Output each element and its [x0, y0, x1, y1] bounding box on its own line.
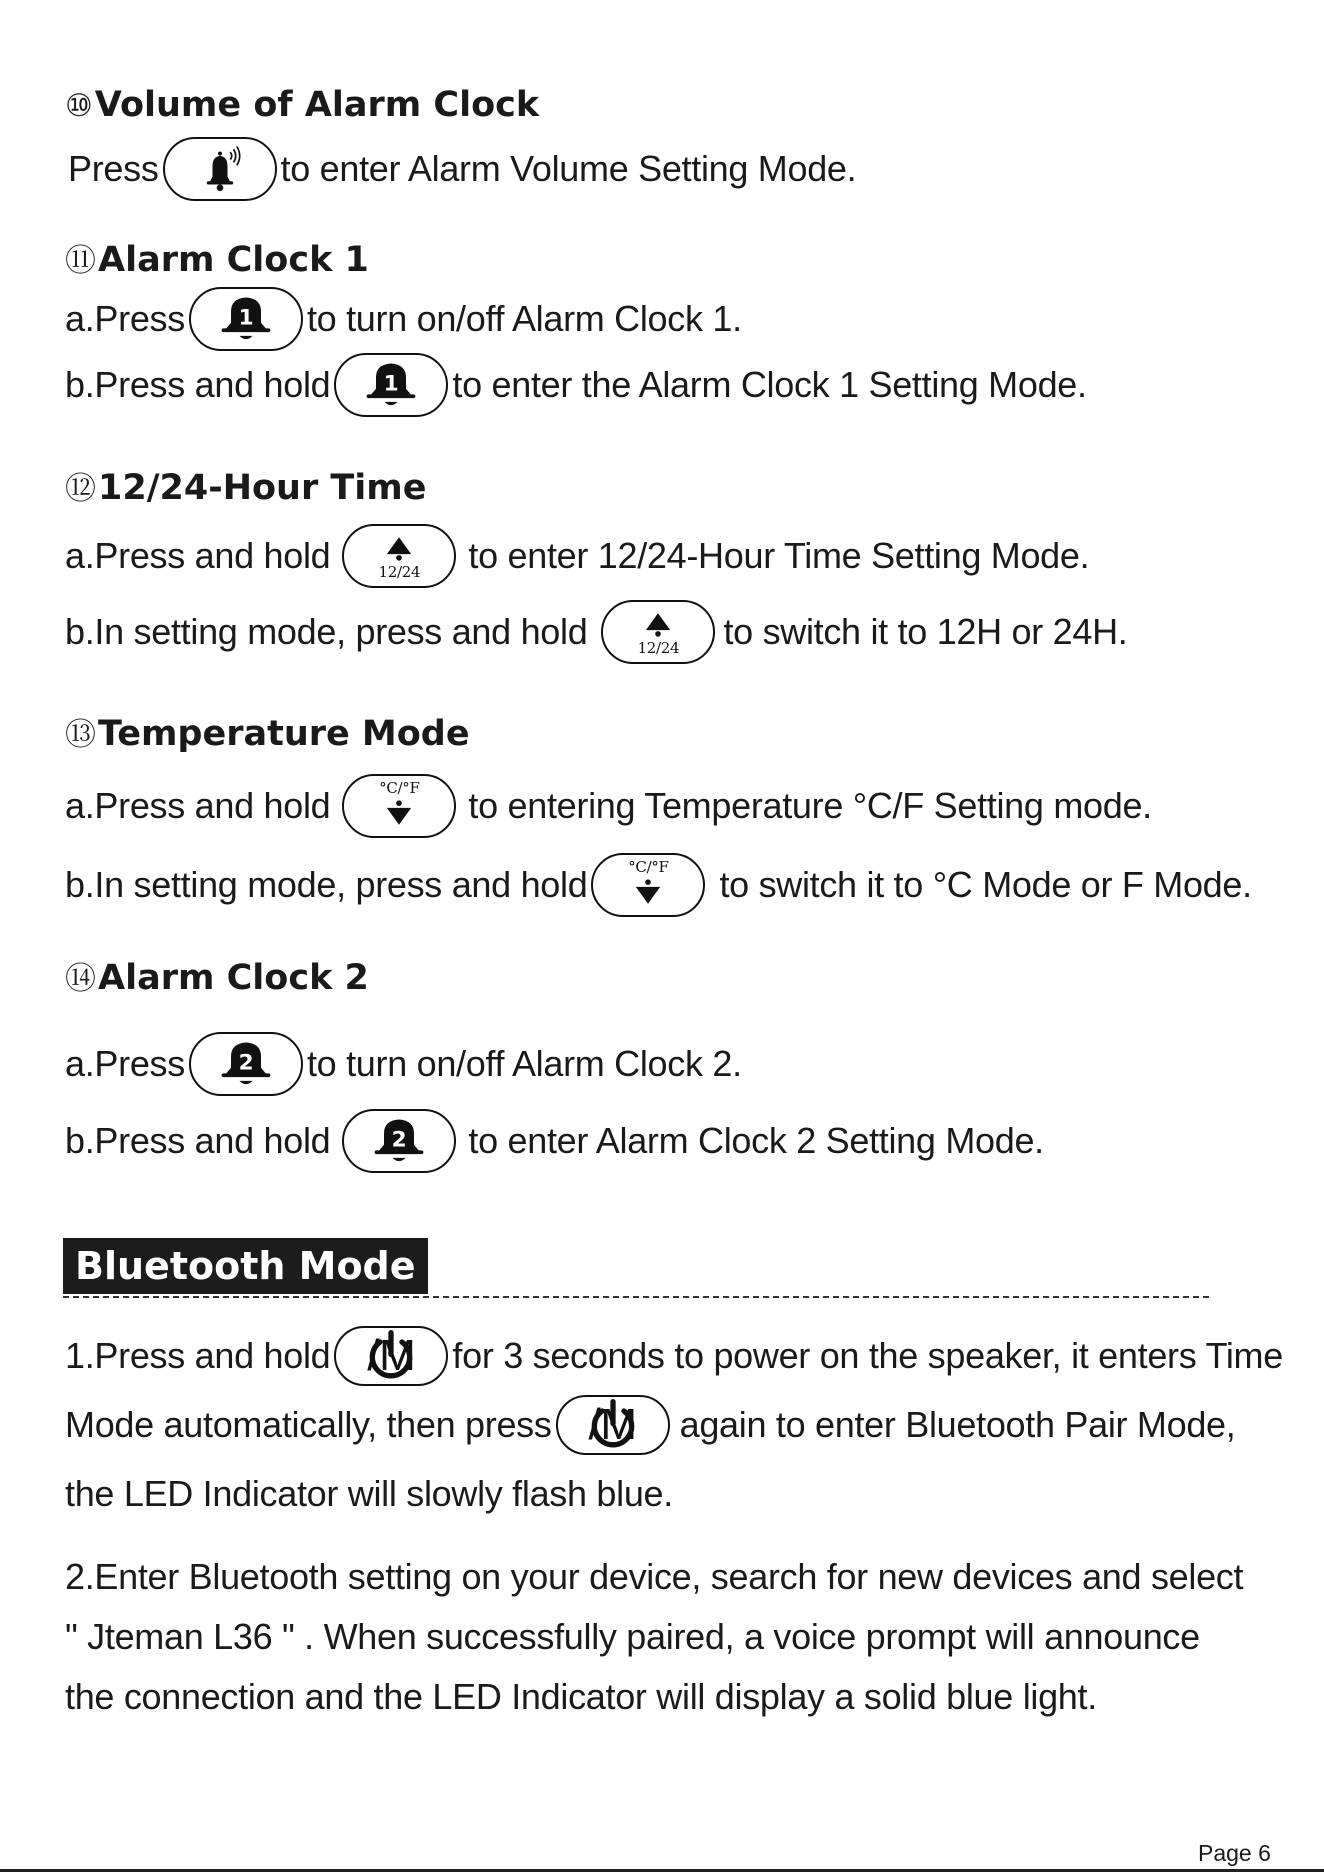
down-triangle-icon: [593, 855, 703, 915]
section-heading-temperature: [65, 713, 470, 756]
instruction-line: [65, 597, 1128, 667]
instruction-text: to entering Temperature °C/F Setting mode.: [468, 785, 1152, 826]
instruction-text: to turn on/off Alarm Clock 2.: [306, 1043, 742, 1084]
hour-format-button: [601, 600, 715, 664]
hour-format-button: [342, 524, 456, 588]
button-caption: /M: [367, 1331, 416, 1380]
instruction-text: to enter the Alarm Clock 1 Setting Mode.: [452, 364, 1087, 405]
instruction-text: Press: [68, 148, 159, 189]
bell-2-icon: [191, 1034, 301, 1094]
instruction-text: to enter Alarm Clock 2 Setting Mode.: [468, 1120, 1044, 1161]
instruction-line: [65, 850, 1252, 920]
bell-1-icon: [191, 289, 301, 349]
alarm-2-button: [189, 1032, 303, 1096]
instruction-line: [68, 134, 856, 204]
instruction-text: Mode automatically, then press: [65, 1404, 552, 1445]
section-number: ⑪: [65, 243, 96, 279]
instruction-line: [65, 521, 1089, 591]
section-number: ⑭: [65, 961, 96, 997]
power-mode-button: [556, 1395, 670, 1455]
button-caption: 12/24: [637, 639, 680, 657]
section-title: 12/24-Hour Time: [98, 468, 427, 508]
instruction-text: to turn on/off Alarm Clock 1.: [306, 298, 742, 339]
instruction-text: a.Press and hold: [65, 535, 331, 576]
svg-text:1: 1: [384, 371, 399, 397]
instruction-line: [65, 1106, 1044, 1176]
instruction-text: a.Press and hold: [65, 785, 331, 826]
power-icon: [336, 1328, 446, 1384]
svg-text:2: 2: [392, 1127, 407, 1153]
section-number: ⑬: [65, 717, 96, 753]
power-mode-button: [334, 1326, 448, 1386]
instruction-text: for 3 seconds to power on the speaker, it enters Time: [452, 1335, 1283, 1376]
alarm-1-button: [334, 353, 448, 417]
instruction-line: [65, 1459, 673, 1529]
instruction-text: again to enter Bluetooth Pair Mode,: [679, 1404, 1236, 1445]
section-title: Volume of Alarm Clock: [94, 85, 540, 125]
temperature-unit-button: [342, 774, 456, 838]
instruction-text: b.In setting mode, press and hold: [65, 864, 588, 905]
bluetooth-mode-title: Bluetooth Mode: [63, 1238, 428, 1294]
alarm-volume-button: [163, 137, 277, 201]
instruction-text: b.In setting mode, press and hold: [65, 611, 588, 652]
section-heading-volume: [65, 84, 539, 127]
instruction-line: [65, 1321, 1283, 1391]
temperature-unit-button: [591, 853, 705, 917]
power-icon: [558, 1397, 668, 1453]
dashed-divider: [63, 1296, 1209, 1298]
alarm-2-button: [342, 1109, 456, 1173]
down-triangle-icon: [344, 776, 454, 836]
alarm-1-button: [189, 287, 303, 351]
button-caption: /M: [588, 1400, 637, 1449]
instruction-text: " Jteman L36 " . When successfully paired, a voice prompt will announce: [65, 1616, 1200, 1657]
bell-sound-icon: [165, 139, 275, 199]
section-heading-hour-format: [65, 467, 427, 510]
instruction-text: to switch it to °C Mode or F Mode.: [719, 864, 1252, 905]
instruction-line: [65, 1390, 1235, 1460]
button-caption: °C/°F: [379, 779, 420, 797]
instruction-text: b.Press and hold: [65, 364, 331, 405]
svg-text:2: 2: [238, 1050, 254, 1076]
instruction-text: the connection and the LED Indicator will display a solid blue light.: [65, 1676, 1097, 1717]
instruction-text: to enter Alarm Volume Setting Mode.: [280, 148, 857, 189]
svg-text:1: 1: [238, 305, 254, 331]
section-number: ⑫: [65, 471, 96, 507]
instruction-line: [65, 1029, 742, 1099]
instruction-text: 1.Press and hold: [65, 1335, 331, 1376]
instruction-line: [65, 284, 742, 354]
instruction-line: [65, 1662, 1097, 1732]
instruction-text: b.Press and hold: [65, 1120, 331, 1161]
button-caption: 12/24: [378, 563, 421, 581]
instruction-text: 2.Enter Bluetooth setting on your device, search for new devices and select: [65, 1556, 1244, 1597]
section-number: ⑩: [65, 88, 93, 124]
instruction-text: the LED Indicator will slowly flash blue.: [65, 1473, 673, 1514]
instruction-line: [65, 771, 1152, 841]
bell-1-icon: [336, 355, 446, 415]
section-heading-alarm-1: [65, 239, 369, 282]
instruction-line: [65, 350, 1087, 420]
section-heading-alarm-2: [65, 957, 369, 1000]
page-number: Page 6: [1198, 1840, 1271, 1866]
section-title: Alarm Clock 2: [98, 958, 369, 998]
bell-2-icon: [344, 1111, 454, 1171]
section-title: Alarm Clock 1: [98, 240, 369, 280]
section-title: Temperature Mode: [98, 714, 470, 754]
button-caption: °C/°F: [628, 858, 669, 876]
instruction-text: a.Press: [65, 1043, 185, 1084]
instruction-text: to switch it to 12H or 24H.: [723, 611, 1128, 652]
instruction-text: to enter 12/24-Hour Time Setting Mode.: [468, 535, 1090, 576]
instruction-text: a.Press: [65, 298, 185, 339]
